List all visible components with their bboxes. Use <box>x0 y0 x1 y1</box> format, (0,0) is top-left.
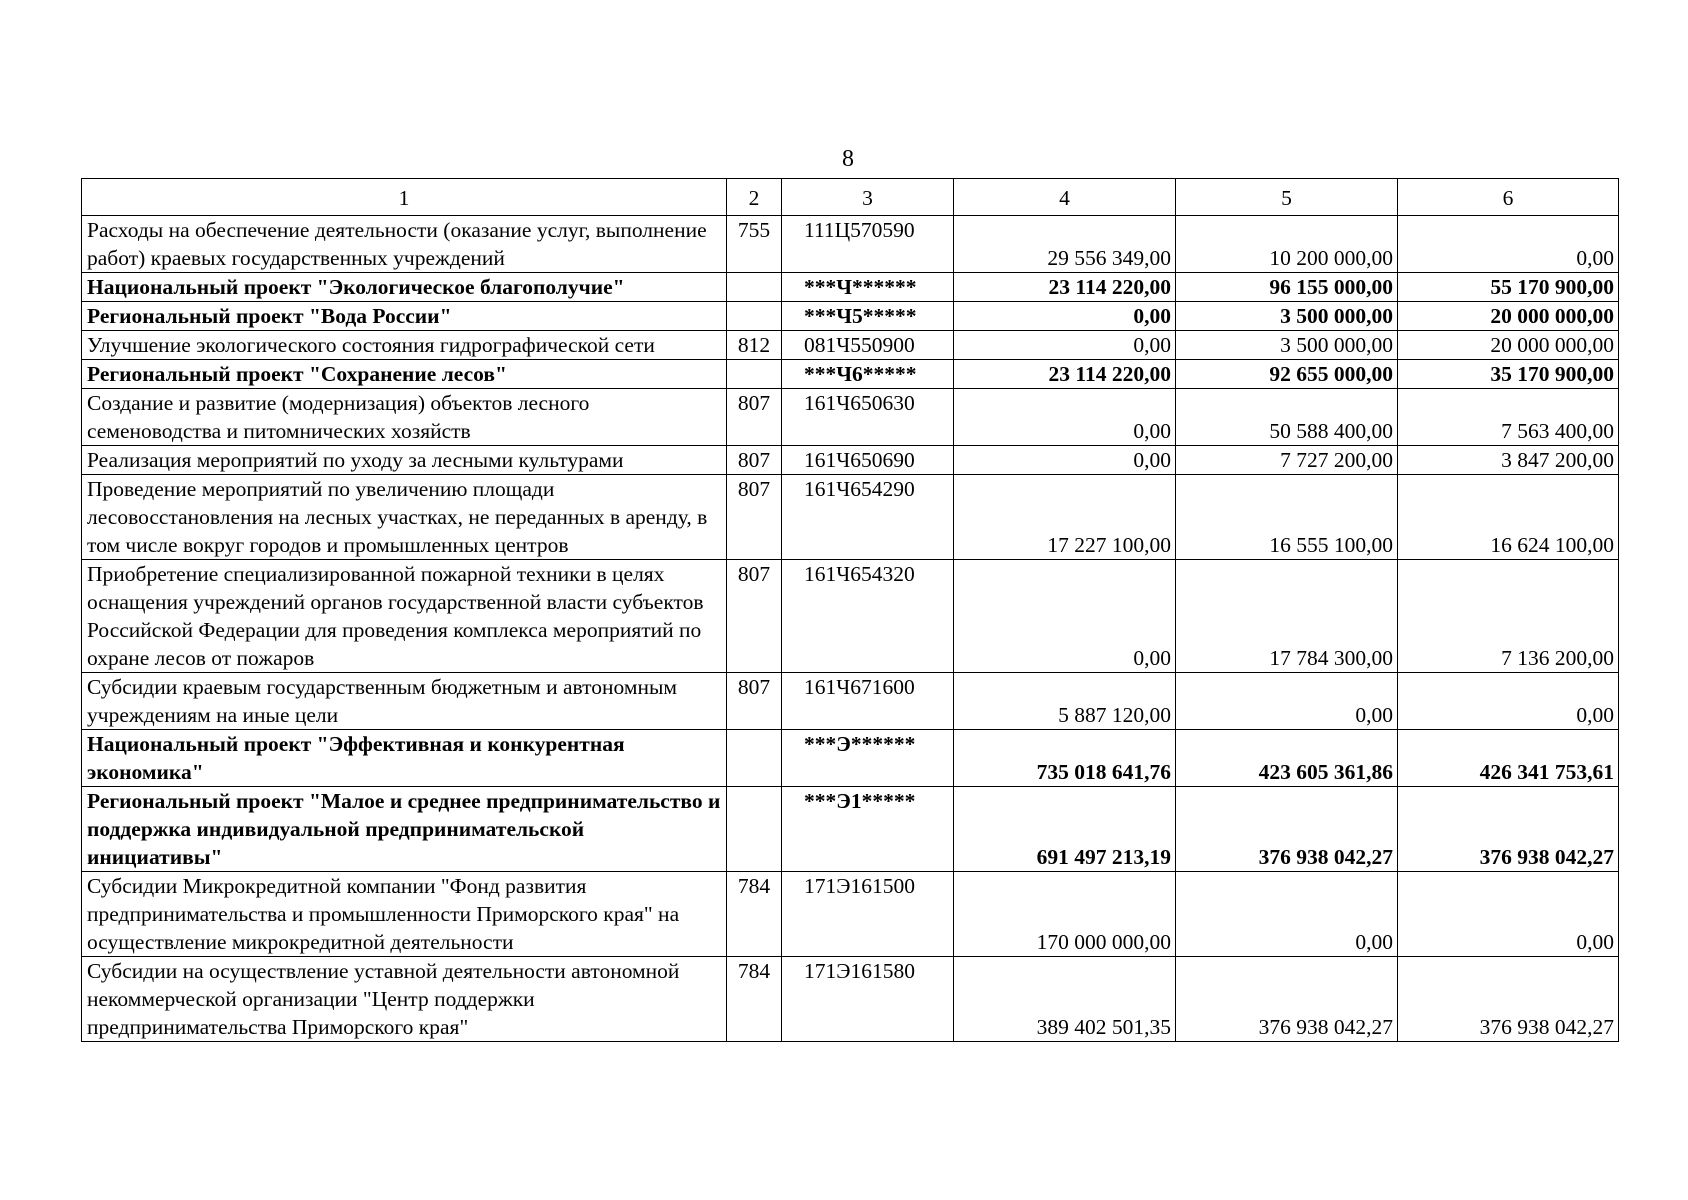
table-row <box>82 787 1619 872</box>
column-header-3: 3 <box>782 179 954 216</box>
row-value-col5: 10 200 000,00 <box>1176 216 1398 273</box>
row-value-col5: 96 155 000,00 <box>1176 273 1398 302</box>
row-target-code: 161Ч650630 <box>782 389 954 446</box>
table-row <box>82 302 1619 331</box>
row-name: Приобретение специализированной пожарной техники в целях оснащения учреждений органов государственной власти субъектов Российской Федерации для проведения комплекса мероприятий по охране лесов от пожаров <box>82 560 727 673</box>
row-value-col4: 691 497 213,19 <box>954 787 1176 872</box>
row-value-col5: 92 655 000,00 <box>1176 360 1398 389</box>
row-target-code: 171Э161500 <box>782 872 954 957</box>
table-row <box>82 446 1619 475</box>
table-row <box>82 331 1619 360</box>
row-name: Субсидии краевым государственным бюджетным и автономным учреждениям на иные цели <box>82 673 727 730</box>
row-target-code: ***Ч6***** <box>782 360 954 389</box>
column-header-4: 4 <box>954 179 1176 216</box>
row-value-col6: 376 938 042,27 <box>1398 787 1619 872</box>
table-row <box>82 389 1619 446</box>
row-value-col6: 16 624 100,00 <box>1398 475 1619 560</box>
row-value-col5: 3 500 000,00 <box>1176 302 1398 331</box>
row-value-col5: 3 500 000,00 <box>1176 331 1398 360</box>
row-value-col4: 0,00 <box>954 302 1176 331</box>
row-name: Проведение мероприятий по увеличению площади лесовосстановления на лесных участках, не переданных в аренду, в том числе вокруг городов и промышленных центров <box>82 475 727 560</box>
row-code <box>727 360 782 389</box>
row-value-col5: 16 555 100,00 <box>1176 475 1398 560</box>
row-name: Субсидии Микрокредитной компании "Фонд развития предпринимательства и промышленности Приморского края" на осуществление микрокредитной деятельности <box>82 872 727 957</box>
row-target-code: 161Ч650690 <box>782 446 954 475</box>
row-name: Национальный проект "Эффективная и конкурентная экономика" <box>82 730 727 787</box>
row-value-col6: 7 563 400,00 <box>1398 389 1619 446</box>
row-target-code: 161Ч654290 <box>782 475 954 560</box>
row-name: Расходы на обеспечение деятельности (оказание услуг, выполнение работ) краевых государственных учреждений <box>82 216 727 273</box>
row-name: Реализация мероприятий по уходу за лесными культурами <box>82 446 727 475</box>
table-row <box>82 273 1619 302</box>
column-header-1: 1 <box>82 179 727 216</box>
row-value-col4: 29 556 349,00 <box>954 216 1176 273</box>
row-code <box>727 730 782 787</box>
table-row <box>82 730 1619 787</box>
row-code: 812 <box>727 331 782 360</box>
row-code: 807 <box>727 560 782 673</box>
row-value-col4: 17 227 100,00 <box>954 475 1176 560</box>
row-value-col6: 0,00 <box>1398 872 1619 957</box>
row-name: Региональный проект "Вода России" <box>82 302 727 331</box>
row-code <box>727 273 782 302</box>
table-row <box>82 216 1619 273</box>
row-code: 807 <box>727 389 782 446</box>
row-code <box>727 302 782 331</box>
row-value-col6: 426 341 753,61 <box>1398 730 1619 787</box>
row-value-col5: 17 784 300,00 <box>1176 560 1398 673</box>
row-code: 807 <box>727 446 782 475</box>
table-row <box>82 360 1619 389</box>
row-value-col4: 0,00 <box>954 446 1176 475</box>
row-target-code: ***Ч****** <box>782 273 954 302</box>
column-header-2: 2 <box>727 179 782 216</box>
row-value-col6: 20 000 000,00 <box>1398 331 1619 360</box>
row-value-col4: 0,00 <box>954 389 1176 446</box>
row-code: 784 <box>727 957 782 1042</box>
row-code: 807 <box>727 673 782 730</box>
row-name: Субсидии на осуществление уставной деятельности автономной некоммерческой организации "Центр поддержки предпринимательства Приморского края" <box>82 957 727 1042</box>
page-number: 8 <box>842 146 854 172</box>
row-target-code: 081Ч550900 <box>782 331 954 360</box>
row-target-code: ***Э1***** <box>782 787 954 872</box>
table-row <box>82 475 1619 560</box>
row-value-col5: 0,00 <box>1176 673 1398 730</box>
row-value-col5: 376 938 042,27 <box>1176 787 1398 872</box>
row-value-col4: 23 114 220,00 <box>954 360 1176 389</box>
row-value-col4: 0,00 <box>954 560 1176 673</box>
row-code: 807 <box>727 475 782 560</box>
row-value-col6: 0,00 <box>1398 673 1619 730</box>
row-value-col6: 55 170 900,00 <box>1398 273 1619 302</box>
table-row <box>82 872 1619 957</box>
row-value-col4: 170 000 000,00 <box>954 872 1176 957</box>
row-code: 784 <box>727 872 782 957</box>
row-target-code: 171Э161580 <box>782 957 954 1042</box>
table-row <box>82 673 1619 730</box>
row-name: Национальный проект "Экологическое благополучие" <box>82 273 727 302</box>
row-value-col6: 376 938 042,27 <box>1398 957 1619 1042</box>
row-value-col6: 3 847 200,00 <box>1398 446 1619 475</box>
row-value-col4: 5 887 120,00 <box>954 673 1176 730</box>
row-value-col5: 0,00 <box>1176 872 1398 957</box>
row-value-col5: 376 938 042,27 <box>1176 957 1398 1042</box>
table-row <box>82 560 1619 673</box>
row-name: Создание и развитие (модернизация) объектов лесного семеноводства и питомнических хозяйств <box>82 389 727 446</box>
row-value-col4: 389 402 501,35 <box>954 957 1176 1042</box>
row-value-col5: 7 727 200,00 <box>1176 446 1398 475</box>
row-value-col4: 0,00 <box>954 331 1176 360</box>
row-value-col6: 20 000 000,00 <box>1398 302 1619 331</box>
row-target-code: ***Ч5***** <box>782 302 954 331</box>
row-value-col6: 0,00 <box>1398 216 1619 273</box>
table-body <box>82 179 1619 1042</box>
column-header-6: 6 <box>1398 179 1619 216</box>
row-target-code: ***Э****** <box>782 730 954 787</box>
row-target-code: 111Ц570590 <box>782 216 954 273</box>
table-row <box>82 957 1619 1042</box>
row-target-code: 161Ч654320 <box>782 560 954 673</box>
row-value-col4: 735 018 641,76 <box>954 730 1176 787</box>
header-row <box>82 179 1619 216</box>
budget-table <box>81 178 1619 1042</box>
row-value-col6: 7 136 200,00 <box>1398 560 1619 673</box>
row-target-code: 161Ч671600 <box>782 673 954 730</box>
row-name: Улучшение экологического состояния гидрографической сети <box>82 331 727 360</box>
row-value-col4: 23 114 220,00 <box>954 273 1176 302</box>
row-code <box>727 787 782 872</box>
row-value-col6: 35 170 900,00 <box>1398 360 1619 389</box>
row-name: Региональный проект "Сохранение лесов" <box>82 360 727 389</box>
row-value-col5: 50 588 400,00 <box>1176 389 1398 446</box>
row-value-col5: 423 605 361,86 <box>1176 730 1398 787</box>
column-header-5: 5 <box>1176 179 1398 216</box>
row-code: 755 <box>727 216 782 273</box>
row-name: Региональный проект "Малое и среднее предпринимательство и поддержка индивидуальной предпринимательской инициативы" <box>82 787 727 872</box>
